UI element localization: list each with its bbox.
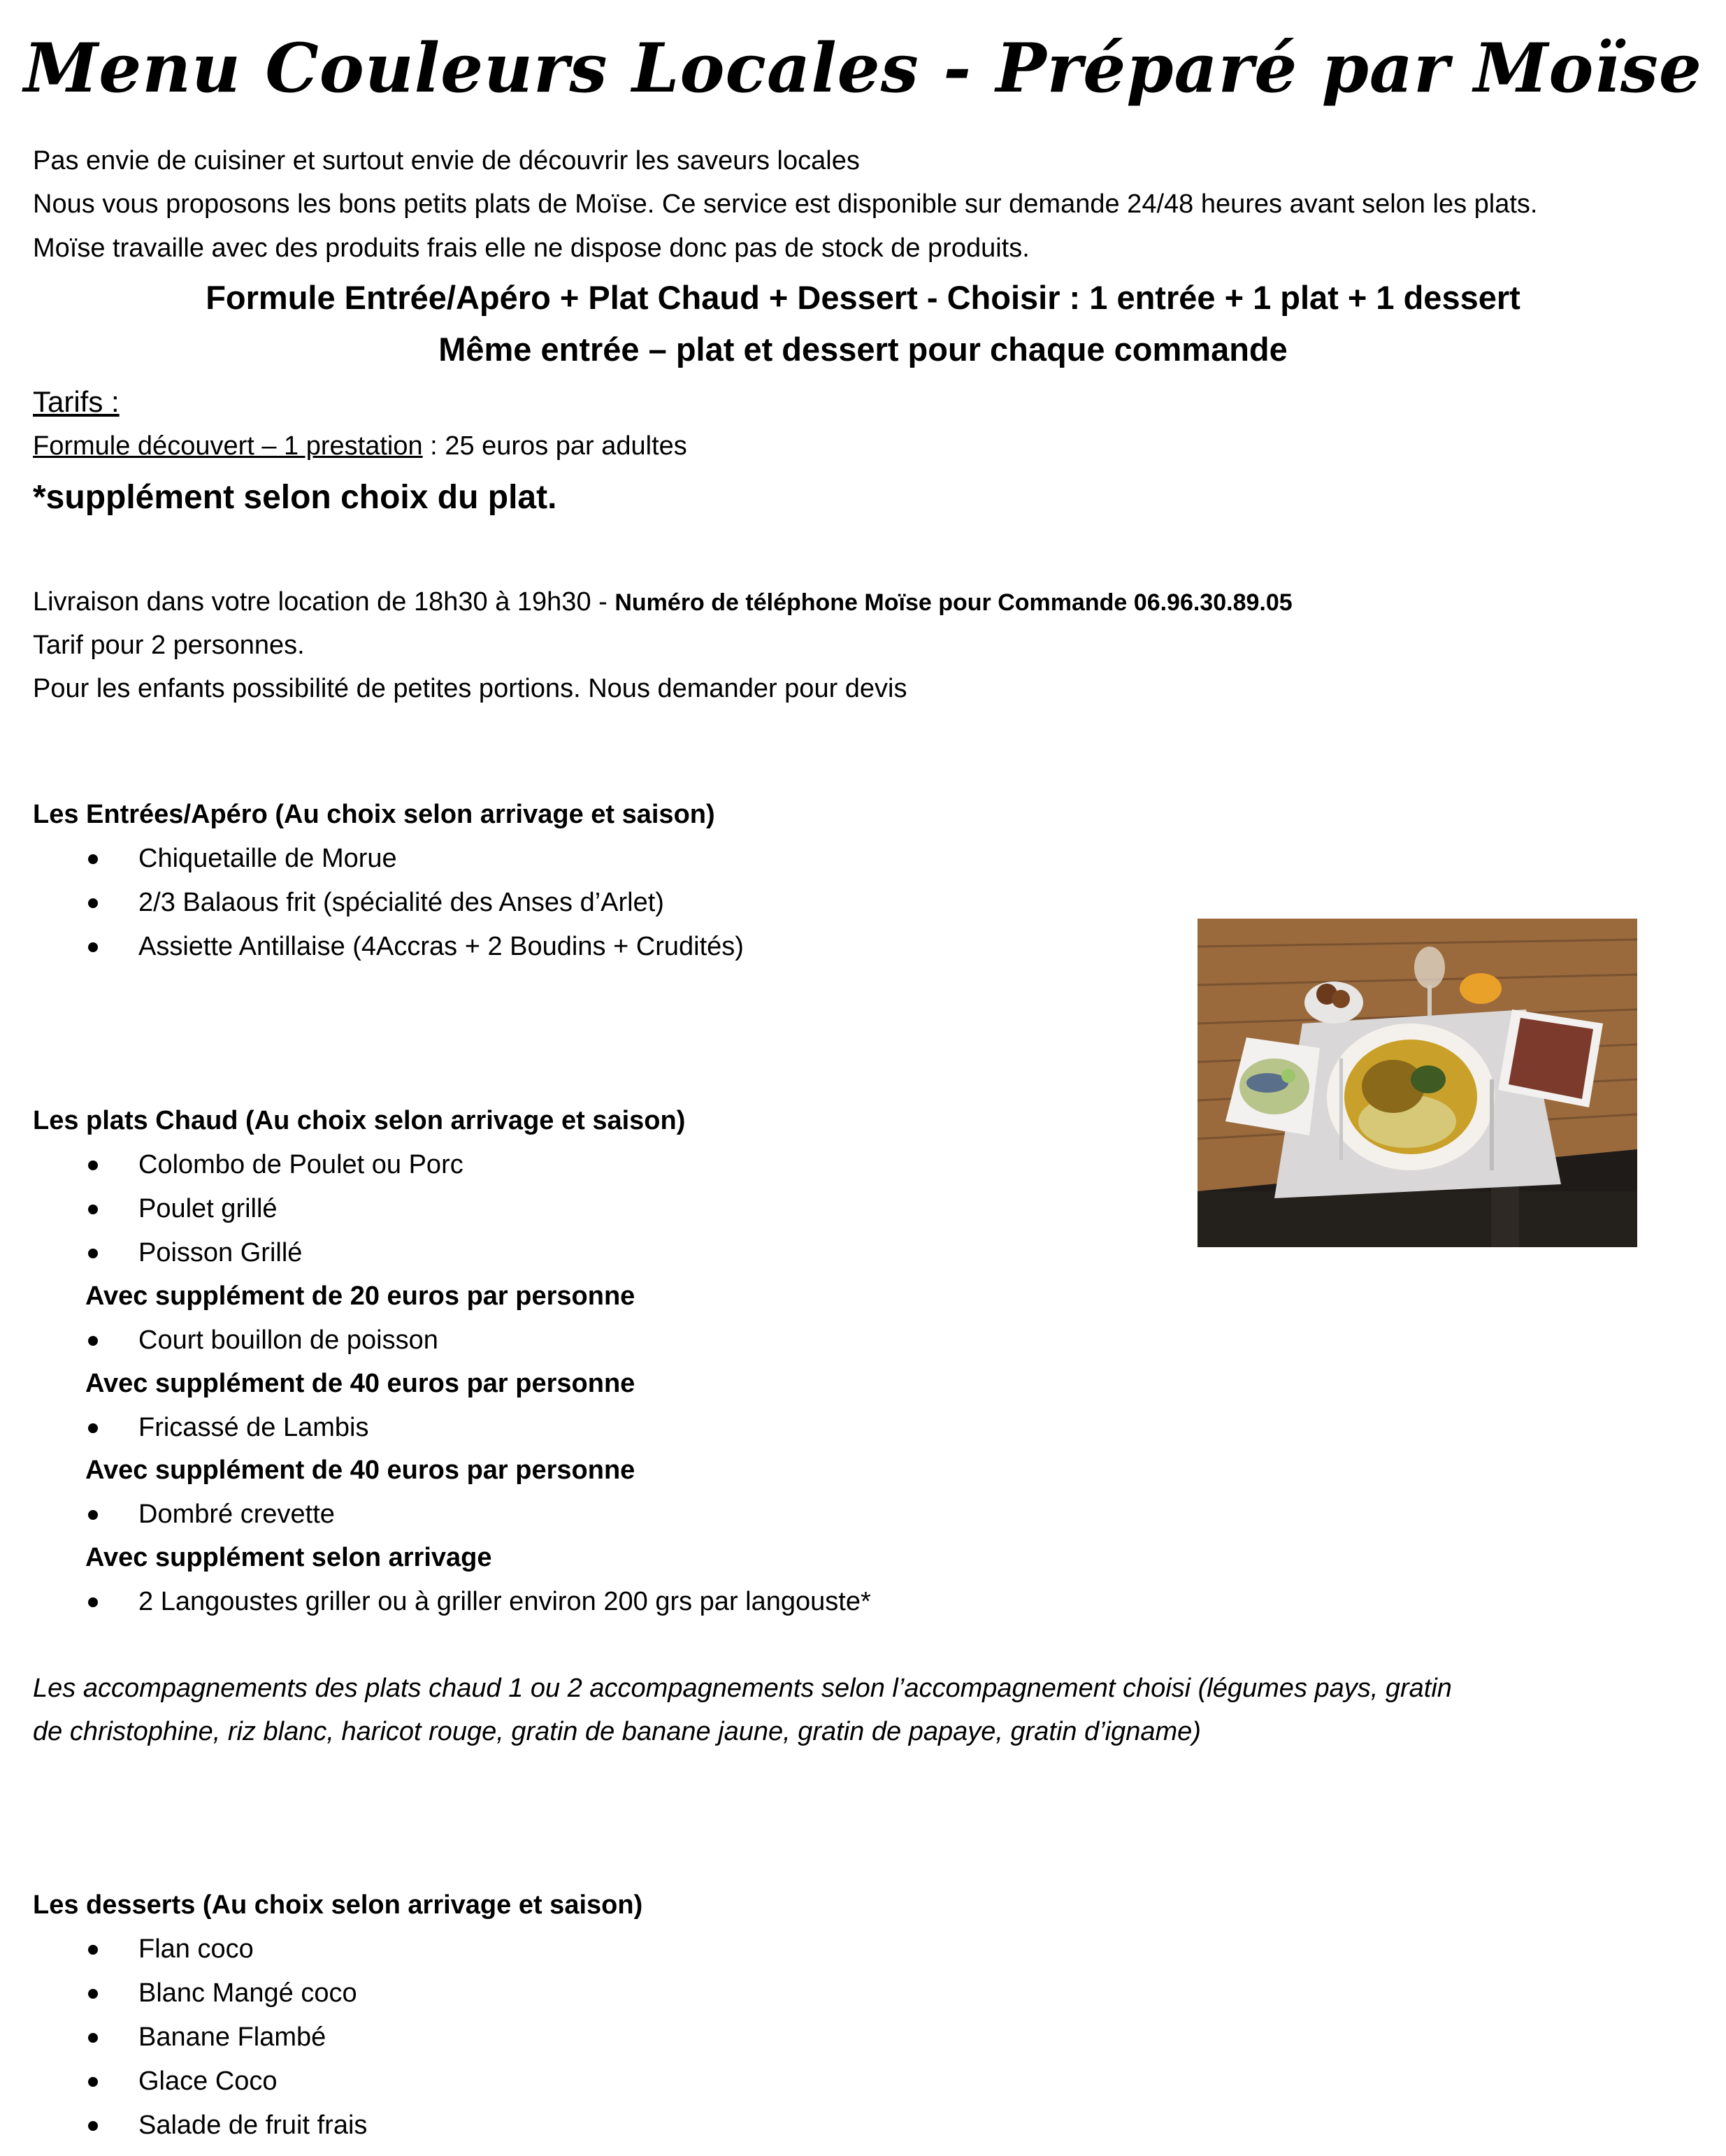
phone-number: Numéro de téléphone Moïse pour Commande 06.96.30.89.05 bbox=[614, 589, 1293, 616]
tarifs-heading: Tarifs : bbox=[33, 385, 120, 418]
plat-item: Fricassé de Lambis bbox=[138, 1413, 369, 1442]
plat-item: Colombo de Poulet ou Porc bbox=[138, 1150, 463, 1179]
supplement-label: Avec supplément de 20 euros par personne bbox=[85, 1281, 635, 1311]
plat-item: Poisson Grillé bbox=[138, 1238, 303, 1267]
offer-label: Formule découvert – 1 prestation bbox=[33, 431, 423, 461]
dessert-item: Flan coco bbox=[138, 1934, 254, 1964]
intro-line-2: Nous vous proposons les bons petits plats de Moïse. Ce service est disponible sur demande 24/48 heures avant selon les plats. bbox=[33, 189, 1538, 219]
entree-item: Assiette Antillaise (4Accras + 2 Boudins + Crudités) bbox=[138, 932, 744, 961]
accompagnements-line-2: de christophine, riz blanc, haricot rouge, gratin de banane jaune, gratin de papaye, gratin d’igname) bbox=[33, 1717, 1201, 1746]
dessert-item: Glace Coco bbox=[138, 2067, 278, 2096]
desserts-heading: Les desserts (Au choix selon arrivage et saison) bbox=[33, 1890, 643, 1920]
delivery-text: Livraison dans votre location de 18h30 à 19h30 - bbox=[33, 587, 615, 617]
plat-item: Court bouillon de poisson bbox=[138, 1325, 438, 1355]
page-title: Menu Couleurs Locales - Préparé par Moïse bbox=[24, 29, 1702, 108]
dessert-item: Blanc Mangé coco bbox=[138, 1978, 357, 2008]
delivery-line bbox=[33, 584, 1293, 620]
entrees-heading: Les Entrées/Apéro (Au choix selon arrivage et saison) bbox=[33, 800, 715, 829]
formula-line-2: Même entrée – plat et dessert pour chaque commande bbox=[438, 331, 1288, 368]
supplement-label: Avec supplément de 40 euros par personne bbox=[85, 1369, 635, 1398]
supplement-label: Avec supplément selon arrivage bbox=[85, 1543, 492, 1572]
supplement-note: *supplément selon choix du plat. bbox=[33, 479, 557, 516]
plats-heading: Les plats Chaud (Au choix selon arrivage et saison) bbox=[33, 1106, 686, 1135]
plat-item: 2 Langoustes griller ou à griller environ 200 grs par langouste* bbox=[138, 1587, 871, 1616]
plat-item: Poulet grillé bbox=[138, 1194, 278, 1223]
accompagnements-line-1: Les accompagnements des plats chaud 1 ou 2 accompagnements selon l’accompagnement choisi (légumes pays, gratin bbox=[33, 1674, 1452, 1703]
entree-item: Chiquetaille de Morue bbox=[138, 844, 397, 873]
tarif-note: Tarif pour 2 personnes. bbox=[33, 631, 305, 660]
dessert-item: Salade de fruit frais bbox=[138, 2111, 368, 2140]
supplement-label: Avec supplément de 40 euros par personne bbox=[85, 1456, 635, 1485]
entree-item: 2/3 Balaous frit (spécialité des Anses d’Arlet) bbox=[138, 888, 664, 917]
dessert-item: Banane Flambé bbox=[138, 2022, 326, 2052]
formula-line-1: Formule Entrée/Apéro + Plat Chaud + Dessert - Choisir : 1 entrée + 1 plat + 1 dessert bbox=[206, 279, 1520, 316]
tarif-offer bbox=[33, 429, 687, 463]
plat-item: Dombré crevette bbox=[138, 1500, 335, 1529]
offer-sep: : bbox=[422, 431, 445, 461]
intro-line-1: Pas envie de cuisiner et surtout envie de découvrir les saveurs locales bbox=[33, 146, 860, 175]
kids-note: Pour les enfants possibilité de petites portions. Nous demander pour devis bbox=[33, 674, 907, 703]
offer-price: 25 euros par adultes bbox=[445, 431, 687, 461]
intro-line-3: Moïse travaille avec des produits frais elle ne dispose donc pas de stock de produits. bbox=[33, 233, 1030, 263]
dish-photo bbox=[1198, 919, 1637, 1247]
